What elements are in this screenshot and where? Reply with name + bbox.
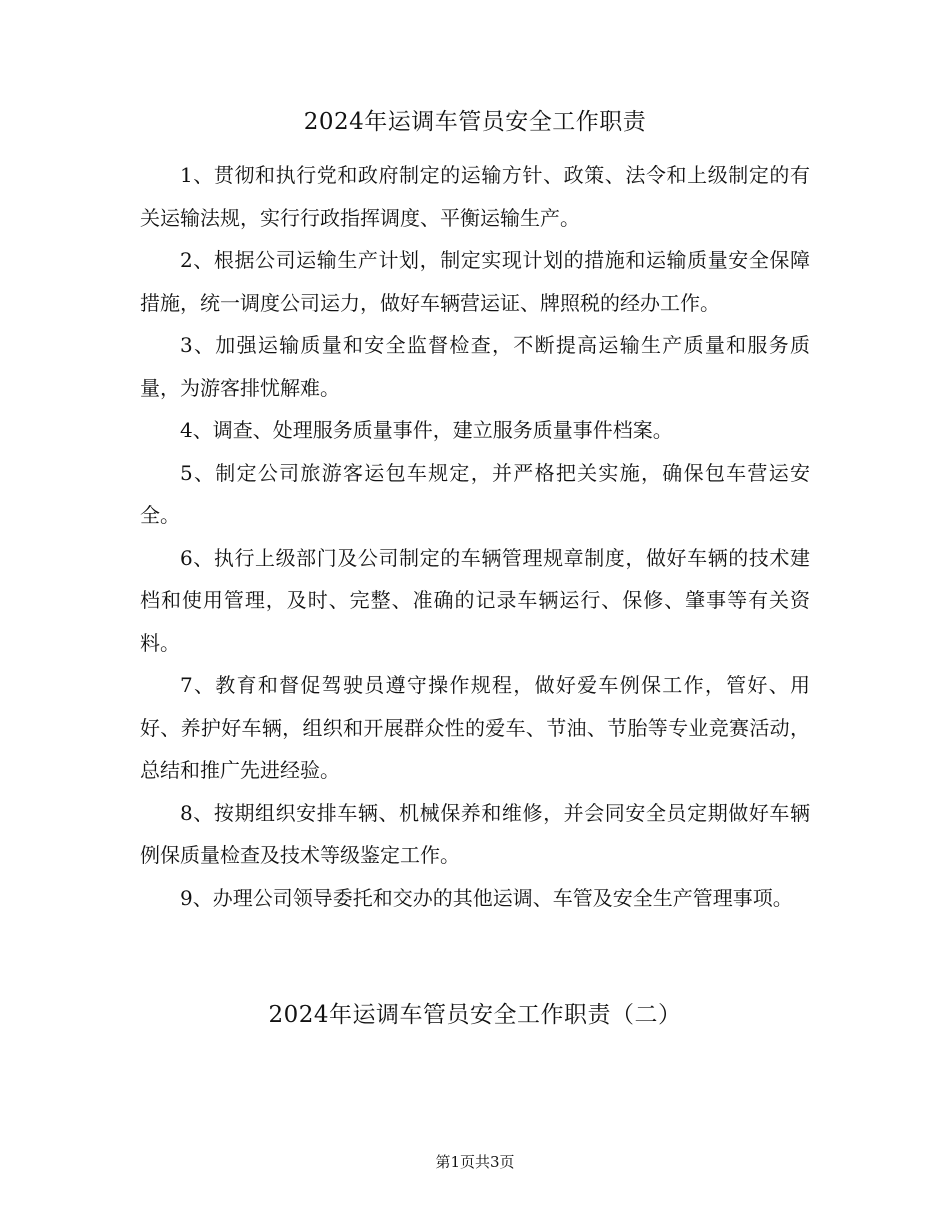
paragraph-5: 5、制定公司旅游客运包车规定，并严格把关实施，确保包车营运安全。 [140, 460, 810, 527]
paragraph-7: 7、教育和督促驾驶员遵守操作规程，做好爱车例保工作，管好、用好、养护好车辆，组织和开展群众性的爱车、节油、节胎等专业竞赛活动，总结和推广先进经验。 [140, 673, 810, 782]
second-section-title: 2024年运调车管员安全工作职责（二） [268, 1002, 682, 1028]
paragraph-2: 2、根据公司运输生产计划，制定实现计划的措施和运输质量安全保障措施，统一调度公司运力，做好车辆营运证、牌照税的经办工作。 [140, 248, 810, 315]
paragraph-8: 8、按期组织安排车辆、机械保养和维修，并会同安全员定期做好车辆例保质量检查及技术等级鉴定工作。 [140, 800, 810, 867]
paragraph-1: 1、贯彻和执行党和政府制定的运输方针、政策、法令和上级制定的有关运输法规，实行行政指挥调度、平衡运输生产。 [140, 163, 810, 230]
paragraph-4: 4、调查、处理服务质量事件，建立服务质量事件档案。 [180, 418, 673, 442]
paragraph-9: 9、办理公司领导委托和交办的其他运调、车管及安全生产管理事项。 [180, 885, 793, 910]
document-body [140, 154, 810, 919]
paragraph-3: 3、加强运输质量和安全监督检查，不断提高运输生产质量和服务质量，为游客排忧解难。 [140, 333, 810, 400]
paragraph-6: 6、执行上级部门及公司制定的车辆管理规章制度，做好车辆的技术建档和使用管理，及时、完整、准确的记录车辆运行、保修、肇事等有关资料。 [140, 545, 810, 655]
document-title: 2024年运调车管员安全工作职责 [303, 109, 647, 135]
page-number-footer: 第1页共3页 [435, 1153, 515, 1171]
